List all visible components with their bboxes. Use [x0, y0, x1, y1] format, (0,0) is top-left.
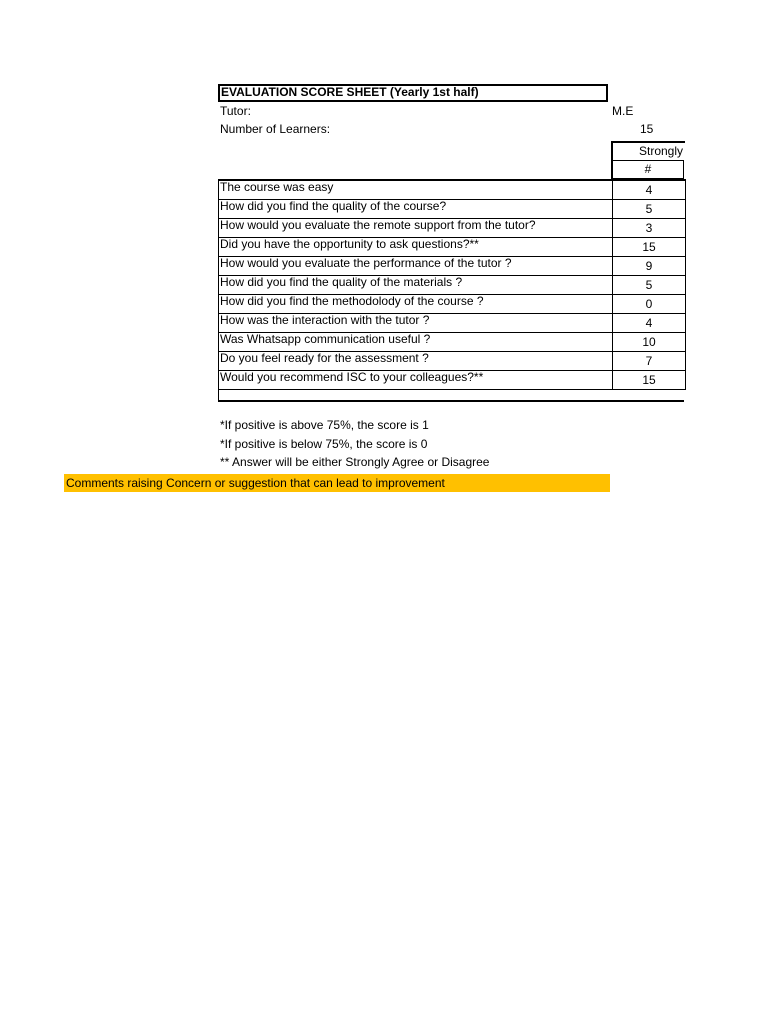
table-row	[219, 219, 686, 238]
question-count: 10	[613, 333, 686, 352]
questions-table	[218, 179, 686, 390]
total-row	[218, 380, 684, 402]
note-positive-above: *If positive is above 75%, the score is 1	[220, 418, 429, 432]
question-count: 3	[613, 219, 686, 238]
question-text: Do you feel ready for the assessment ?	[219, 352, 613, 371]
table-row	[219, 352, 686, 371]
table-row	[219, 180, 686, 200]
table-row	[219, 295, 686, 314]
count-header: #	[611, 160, 684, 179]
learners-value: 15	[640, 122, 654, 136]
question-count: 5	[613, 200, 686, 219]
tutor-label: Tutor:	[220, 104, 251, 118]
table-row	[219, 333, 686, 352]
question-count: 4	[613, 180, 686, 200]
question-count: 7	[613, 352, 686, 371]
table-row	[219, 276, 686, 295]
comments-banner: Comments raising Concern or suggestion that can lead to improvement	[64, 474, 610, 492]
table-row	[219, 238, 686, 257]
table-row	[219, 200, 686, 219]
question-text: How was the interaction with the tutor ?	[219, 314, 613, 333]
question-count: 4	[613, 314, 686, 333]
note-answer-type: ** Answer will be either Strongly Agree or Disagree	[220, 455, 490, 469]
tutor-value: M.E	[612, 104, 634, 118]
table-row	[219, 257, 686, 276]
question-count: 9	[613, 257, 686, 276]
question-text: Was Whatsapp communication useful ?	[219, 333, 613, 352]
question-text: How did you find the methodolody of the course ?	[219, 295, 613, 314]
question-text: Did you have the opportunity to ask questions?**	[219, 238, 613, 257]
note-positive-below: *If positive is below 75%, the score is 0	[220, 437, 428, 451]
question-count: 15	[613, 238, 686, 257]
question-text: Would you recommend ISC to your colleagues?**	[219, 371, 613, 390]
question-text: The course was easy	[219, 180, 613, 200]
question-count: 5	[613, 276, 686, 295]
question-text: How would you evaluate the remote support from the tutor?	[219, 219, 613, 238]
question-text: How did you find the quality of the materials ?	[219, 276, 613, 295]
sheet-title: EVALUATION SCORE SHEET (Yearly 1st half)	[218, 84, 608, 102]
column-header: Strongly	[611, 141, 685, 160]
question-text: How would you evaluate the performance of the tutor ?	[219, 257, 613, 276]
question-text: How did you find the quality of the course?	[219, 200, 613, 219]
table-row	[219, 314, 686, 333]
question-count: 15	[613, 371, 686, 390]
question-count: 0	[613, 295, 686, 314]
learners-label: Number of Learners:	[220, 122, 331, 136]
